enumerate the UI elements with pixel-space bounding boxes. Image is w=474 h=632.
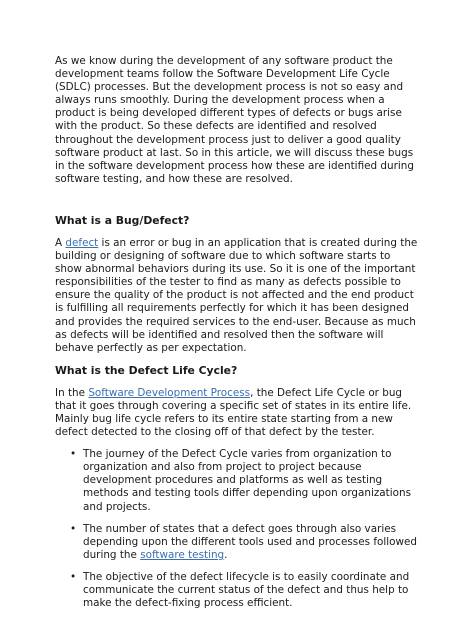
defect-life-cycle-body: , the Defect Life Cycle or bug that it goes through covering a specific set of states in its entire life. Mainly bug life cycle refers to its entire state starting from a new defect detected to the closing off of that defect by the tester.: [55, 386, 412, 439]
defect-cycle-bullet-list: [55, 448, 420, 610]
list-item-text: The objective of the defect lifecycle is to easily coordinate and communicate the current status of the defect and thus help to make the defect-fixing process efficient.: [83, 570, 410, 610]
defect-life-cycle-lead: In the: [55, 386, 89, 399]
software-testing-link[interactable]: software testing: [140, 548, 225, 561]
bug-defect-lead: A: [55, 236, 66, 249]
bug-defect-body: is an error or bug in an application that is created during the building or designing of software due to which software starts to show abnormal behaviors during its use. So it is one of the important responsibilities of the tester to find as many as defects possible to ensure the quality of the product is not affected and the end product is fulfilling all requirements perfectly for which it has been designed and provides the required services to the end-user. Because as much as defects will be identified and resolved then the software will behave perfectly as per expectation.: [55, 236, 418, 354]
list-item-text: The number of states that a defect goes through also varies depending upon the different tools used and processes followed during the: [83, 522, 417, 561]
defect-link[interactable]: defect: [65, 236, 99, 249]
list-item: [70, 522, 420, 562]
bullet-icon: •: [70, 448, 77, 461]
software-development-process-link[interactable]: Software Development Process: [88, 386, 251, 399]
heading-defect-life-cycle: What is the Defect Life Cycle?: [55, 363, 238, 377]
heading-bug-defect: What is a Bug/Defect?: [55, 213, 190, 227]
list-item: [70, 570, 420, 610]
list-item-text-end: .: [224, 548, 228, 561]
intro-paragraph: As we know during the development of any software product the development teams follow the Software Development Life Cycle (SDLC) processes. But the development process is not so easy and always runs smoothly. During the development process when a product is being developed different types of defects or bugs arise with the product. So these defects are identified and resolved throughout the development process just to deliver a good quality software product at last. So in this article, we will discuss these bugs in the software development process how these are identified during software testing, and how these are resolved.: [55, 55, 414, 185]
list-item-text: The journey of the Defect Cycle varies from organization to organization and also from project to project because development procedures and platforms as well as testing methods and testing tools differ depending upon organizations and projects.: [83, 448, 411, 513]
bug-defect-paragraph: [55, 237, 420, 355]
defect-life-cycle-paragraph: [55, 387, 420, 439]
list-item: [70, 448, 420, 513]
bullet-icon: •: [70, 570, 77, 583]
bullet-icon: •: [70, 522, 77, 535]
